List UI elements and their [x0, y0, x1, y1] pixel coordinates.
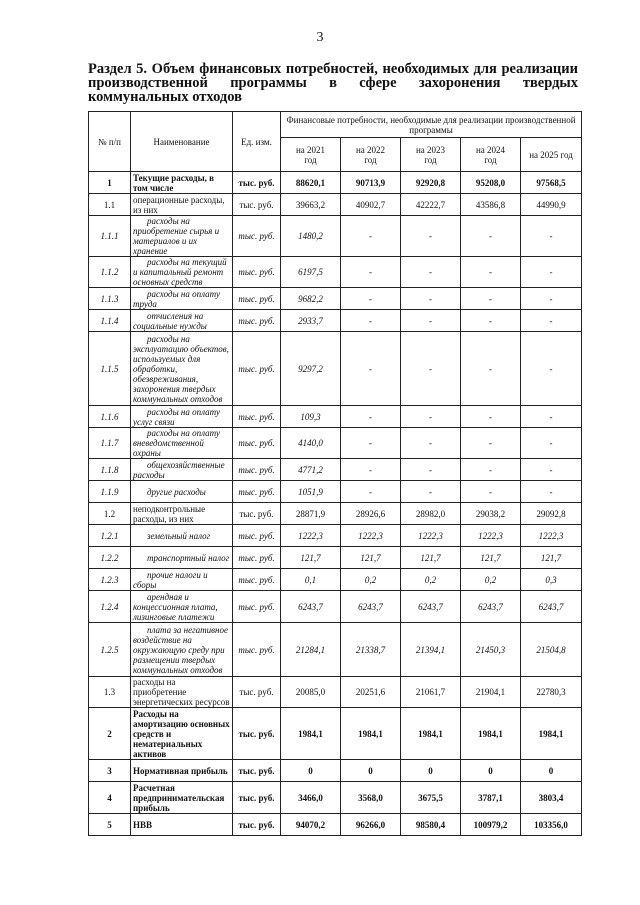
- row-value: -: [461, 332, 521, 406]
- row-value: 1984,1: [341, 708, 401, 760]
- row-value: -: [341, 288, 401, 310]
- row-value: 21394,1: [401, 623, 461, 677]
- row-name: НВВ: [131, 814, 233, 836]
- row-value: -: [401, 406, 461, 428]
- section-heading: Раздел 5. Объем финансовых потребностей, необходимых для реализации производственной программы в сфере захоронения твердых коммунальных отходов: [88, 61, 578, 105]
- row-value: -: [341, 406, 401, 428]
- row-value: 3568,0: [341, 782, 401, 814]
- row-value: -: [521, 406, 582, 428]
- row-value: -: [401, 216, 461, 257]
- row-name: неподконтрольные расходы, из них: [131, 503, 233, 525]
- row-unit: тыс. руб.: [233, 172, 281, 194]
- row-number: 1.1.8: [89, 459, 131, 481]
- row-value: -: [521, 310, 582, 332]
- row-value: 1480,2: [281, 216, 341, 257]
- row-number: 1.1.2: [89, 257, 131, 288]
- row-unit: тыс. руб.: [233, 459, 281, 481]
- row-value: 6243,7: [521, 591, 582, 623]
- row-value: 21504,8: [521, 623, 582, 677]
- row-name: расходы на оплату услуг связи: [131, 406, 233, 428]
- table-row: [89, 623, 582, 677]
- row-value: 29092,8: [521, 503, 582, 525]
- row-unit: тыс. руб.: [233, 708, 281, 760]
- row-value: 39663,2: [281, 194, 341, 216]
- row-value: 1984,1: [461, 708, 521, 760]
- row-value: 44990,9: [521, 194, 582, 216]
- row-value: 3803,4: [521, 782, 582, 814]
- row-value: 88620,1: [281, 172, 341, 194]
- row-value: 1222,3: [521, 525, 582, 547]
- row-value: 21061,7: [401, 677, 461, 708]
- row-value: 3675,5: [401, 782, 461, 814]
- row-value: -: [401, 332, 461, 406]
- row-value: 0: [341, 760, 401, 782]
- row-name: расходы на оплату труда: [131, 288, 233, 310]
- row-value: 1222,3: [401, 525, 461, 547]
- row-value: 0: [461, 760, 521, 782]
- row-name: расходы на текущий и капитальный ремонт основных средств: [131, 257, 233, 288]
- row-value: 6197,5: [281, 257, 341, 288]
- row-unit: тыс. руб.: [233, 406, 281, 428]
- row-name: арендная и концессионная плата, лизинговые платежи: [131, 591, 233, 623]
- row-name: Текущие расходы, в том числе: [131, 172, 233, 194]
- row-value: -: [401, 459, 461, 481]
- row-value: 121,7: [521, 547, 582, 569]
- row-number: 5: [89, 814, 131, 836]
- row-unit: тыс. руб.: [233, 591, 281, 623]
- row-unit: тыс. руб.: [233, 428, 281, 459]
- row-number: 1.2.3: [89, 569, 131, 591]
- row-number: 1.1: [89, 194, 131, 216]
- row-name: общехозяйственные расходы: [131, 459, 233, 481]
- row-value: 20251,6: [341, 677, 401, 708]
- row-unit: тыс. руб.: [233, 814, 281, 836]
- header-year: на 2023 год: [401, 138, 461, 172]
- row-value: 6243,7: [401, 591, 461, 623]
- table-row: [89, 428, 582, 459]
- row-value: 94070,2: [281, 814, 341, 836]
- row-number: 1.1.9: [89, 481, 131, 503]
- row-value: 90713,9: [341, 172, 401, 194]
- row-number: 1.2.2: [89, 547, 131, 569]
- table-row: [89, 257, 582, 288]
- row-value: -: [521, 481, 582, 503]
- row-number: 1.2.4: [89, 591, 131, 623]
- table-row: [89, 708, 582, 760]
- row-value: 121,7: [461, 547, 521, 569]
- row-value: -: [341, 332, 401, 406]
- row-value: 1984,1: [281, 708, 341, 760]
- row-unit: тыс. руб.: [233, 332, 281, 406]
- row-value: -: [341, 481, 401, 503]
- row-value: 21450,3: [461, 623, 521, 677]
- table-row: [89, 591, 582, 623]
- row-name: расходы на эксплуатацию объектов, используемых для обработки, обезвреживания, захоронения твердых коммунальных отходов: [131, 332, 233, 406]
- row-number: 1.2: [89, 503, 131, 525]
- header-group: Финансовые потребности, необходимые для реализации производственной программы: [281, 112, 582, 138]
- row-unit: тыс. руб.: [233, 503, 281, 525]
- table-row: [89, 332, 582, 406]
- row-value: 0,2: [461, 569, 521, 591]
- row-value: -: [521, 428, 582, 459]
- row-number: 1.2.1: [89, 525, 131, 547]
- row-unit: тыс. руб.: [233, 257, 281, 288]
- row-value: -: [521, 459, 582, 481]
- table-row: [89, 216, 582, 257]
- row-value: 103356,0: [521, 814, 582, 836]
- row-name: другие расходы: [131, 481, 233, 503]
- header-year: на 2022 год: [341, 138, 401, 172]
- row-name: Нормативная прибыль: [131, 760, 233, 782]
- table-row: [89, 814, 582, 836]
- row-value: 96266,0: [341, 814, 401, 836]
- row-value: -: [521, 257, 582, 288]
- row-value: 3466,0: [281, 782, 341, 814]
- row-value: 21284,1: [281, 623, 341, 677]
- row-value: 100979,2: [461, 814, 521, 836]
- table-row: [89, 288, 582, 310]
- row-name: отчисления на социальные нужды: [131, 310, 233, 332]
- row-value: 28871,9: [281, 503, 341, 525]
- row-unit: тыс. руб.: [233, 569, 281, 591]
- row-value: 92920,8: [401, 172, 461, 194]
- row-value: 3787,1: [461, 782, 521, 814]
- row-value: 43586,8: [461, 194, 521, 216]
- table-row: [89, 677, 582, 708]
- table-row: [89, 569, 582, 591]
- row-value: 9297,2: [281, 332, 341, 406]
- row-value: 28926,6: [341, 503, 401, 525]
- row-unit: тыс. руб.: [233, 288, 281, 310]
- row-value: -: [341, 216, 401, 257]
- row-value: 1222,3: [341, 525, 401, 547]
- table-row: [89, 547, 582, 569]
- row-value: -: [401, 428, 461, 459]
- table-row: [89, 459, 582, 481]
- row-value: -: [521, 216, 582, 257]
- row-name: расходы на приобретение сырья и материалов и их хранение: [131, 216, 233, 257]
- table-row: [89, 194, 582, 216]
- table-row: [89, 782, 582, 814]
- row-number: 1.1.4: [89, 310, 131, 332]
- row-unit: тыс. руб.: [233, 525, 281, 547]
- row-unit: тыс. руб.: [233, 677, 281, 708]
- page-number: 3: [316, 30, 324, 45]
- row-value: -: [461, 481, 521, 503]
- row-value: 1984,1: [401, 708, 461, 760]
- row-value: -: [461, 459, 521, 481]
- row-value: -: [461, 310, 521, 332]
- row-value: 121,7: [281, 547, 341, 569]
- row-number: 2: [89, 708, 131, 760]
- header-year: на 2024 год: [461, 138, 521, 172]
- row-value: 0: [281, 760, 341, 782]
- row-value: 0: [521, 760, 582, 782]
- row-name: расходы на оплату вневедомственной охраны: [131, 428, 233, 459]
- row-value: -: [401, 288, 461, 310]
- row-value: 42222,7: [401, 194, 461, 216]
- table-row: [89, 525, 582, 547]
- table-row: [89, 172, 582, 194]
- row-number: 1.1.5: [89, 332, 131, 406]
- row-value: -: [401, 481, 461, 503]
- row-number: 1.2.5: [89, 623, 131, 677]
- row-value: 97568,5: [521, 172, 582, 194]
- row-value: -: [401, 257, 461, 288]
- header-year: на 2025 год: [521, 138, 582, 172]
- row-unit: тыс. руб.: [233, 481, 281, 503]
- row-unit: тыс. руб.: [233, 782, 281, 814]
- row-number: 1.1.7: [89, 428, 131, 459]
- row-value: 2933,7: [281, 310, 341, 332]
- row-value: 121,7: [341, 547, 401, 569]
- row-number: 3: [89, 760, 131, 782]
- row-value: 1051,9: [281, 481, 341, 503]
- row-value: 20085,0: [281, 677, 341, 708]
- row-value: 6243,7: [281, 591, 341, 623]
- row-name: транспортный налог: [131, 547, 233, 569]
- row-value: -: [461, 288, 521, 310]
- row-value: 6243,7: [461, 591, 521, 623]
- row-value: 9682,2: [281, 288, 341, 310]
- row-unit: тыс. руб.: [233, 547, 281, 569]
- row-name: расходы на приобретение энергетических ресурсов: [131, 677, 233, 708]
- row-value: -: [401, 310, 461, 332]
- row-unit: тыс. руб.: [233, 194, 281, 216]
- row-value: 0,2: [401, 569, 461, 591]
- row-value: -: [461, 257, 521, 288]
- row-value: 95208,0: [461, 172, 521, 194]
- header-unit: Ед. изм.: [233, 112, 281, 172]
- row-value: -: [341, 257, 401, 288]
- table-row: [89, 310, 582, 332]
- row-value: -: [341, 310, 401, 332]
- row-value: 40902,7: [341, 194, 401, 216]
- row-value: 121,7: [401, 547, 461, 569]
- row-value: 1222,3: [281, 525, 341, 547]
- row-number: 1.1.3: [89, 288, 131, 310]
- row-value: -: [461, 406, 521, 428]
- row-unit: тыс. руб.: [233, 623, 281, 677]
- row-name: операционные расходы, из них: [131, 194, 233, 216]
- row-name: плата за негативное воздействие на окружающую среду при размещении твердых коммунальных отходов: [131, 623, 233, 677]
- header-num: № п/п: [89, 112, 131, 172]
- row-value: -: [341, 459, 401, 481]
- table-row: [89, 481, 582, 503]
- row-value: 4140,0: [281, 428, 341, 459]
- row-value: 28982,0: [401, 503, 461, 525]
- row-unit: тыс. руб.: [233, 760, 281, 782]
- row-value: 1222,3: [461, 525, 521, 547]
- header-name: Наименование: [131, 112, 233, 172]
- row-value: 22780,3: [521, 677, 582, 708]
- row-number: 1.3: [89, 677, 131, 708]
- row-number: 4: [89, 782, 131, 814]
- row-value: 29038,2: [461, 503, 521, 525]
- table-row: [89, 503, 582, 525]
- financial-needs-table: [88, 111, 582, 836]
- row-value: 0,3: [521, 569, 582, 591]
- row-unit: тыс. руб.: [233, 216, 281, 257]
- row-number: 1.1.1: [89, 216, 131, 257]
- row-name: Расходы на амортизацию основных средств и нематериальных активов: [131, 708, 233, 760]
- header-year: на 2021 год: [281, 138, 341, 172]
- row-value: 21338,7: [341, 623, 401, 677]
- row-value: 4771,2: [281, 459, 341, 481]
- row-value: 0,2: [341, 569, 401, 591]
- row-value: -: [461, 216, 521, 257]
- row-name: прочие налоги и сборы: [131, 569, 233, 591]
- row-value: 1984,1: [521, 708, 582, 760]
- row-value: 0: [401, 760, 461, 782]
- row-value: -: [461, 428, 521, 459]
- row-name: Расчетная предпринимательская прибыль: [131, 782, 233, 814]
- row-number: 1: [89, 172, 131, 194]
- row-value: 98580,4: [401, 814, 461, 836]
- row-value: 6243,7: [341, 591, 401, 623]
- row-value: -: [521, 332, 582, 406]
- table-row: [89, 406, 582, 428]
- row-value: -: [521, 288, 582, 310]
- row-unit: тыс. руб.: [233, 310, 281, 332]
- row-value: 0,1: [281, 569, 341, 591]
- table-row: [89, 760, 582, 782]
- row-value: 109,3: [281, 406, 341, 428]
- row-value: -: [341, 428, 401, 459]
- row-number: 1.1.6: [89, 406, 131, 428]
- row-value: 21904,1: [461, 677, 521, 708]
- row-name: земельный налог: [131, 525, 233, 547]
